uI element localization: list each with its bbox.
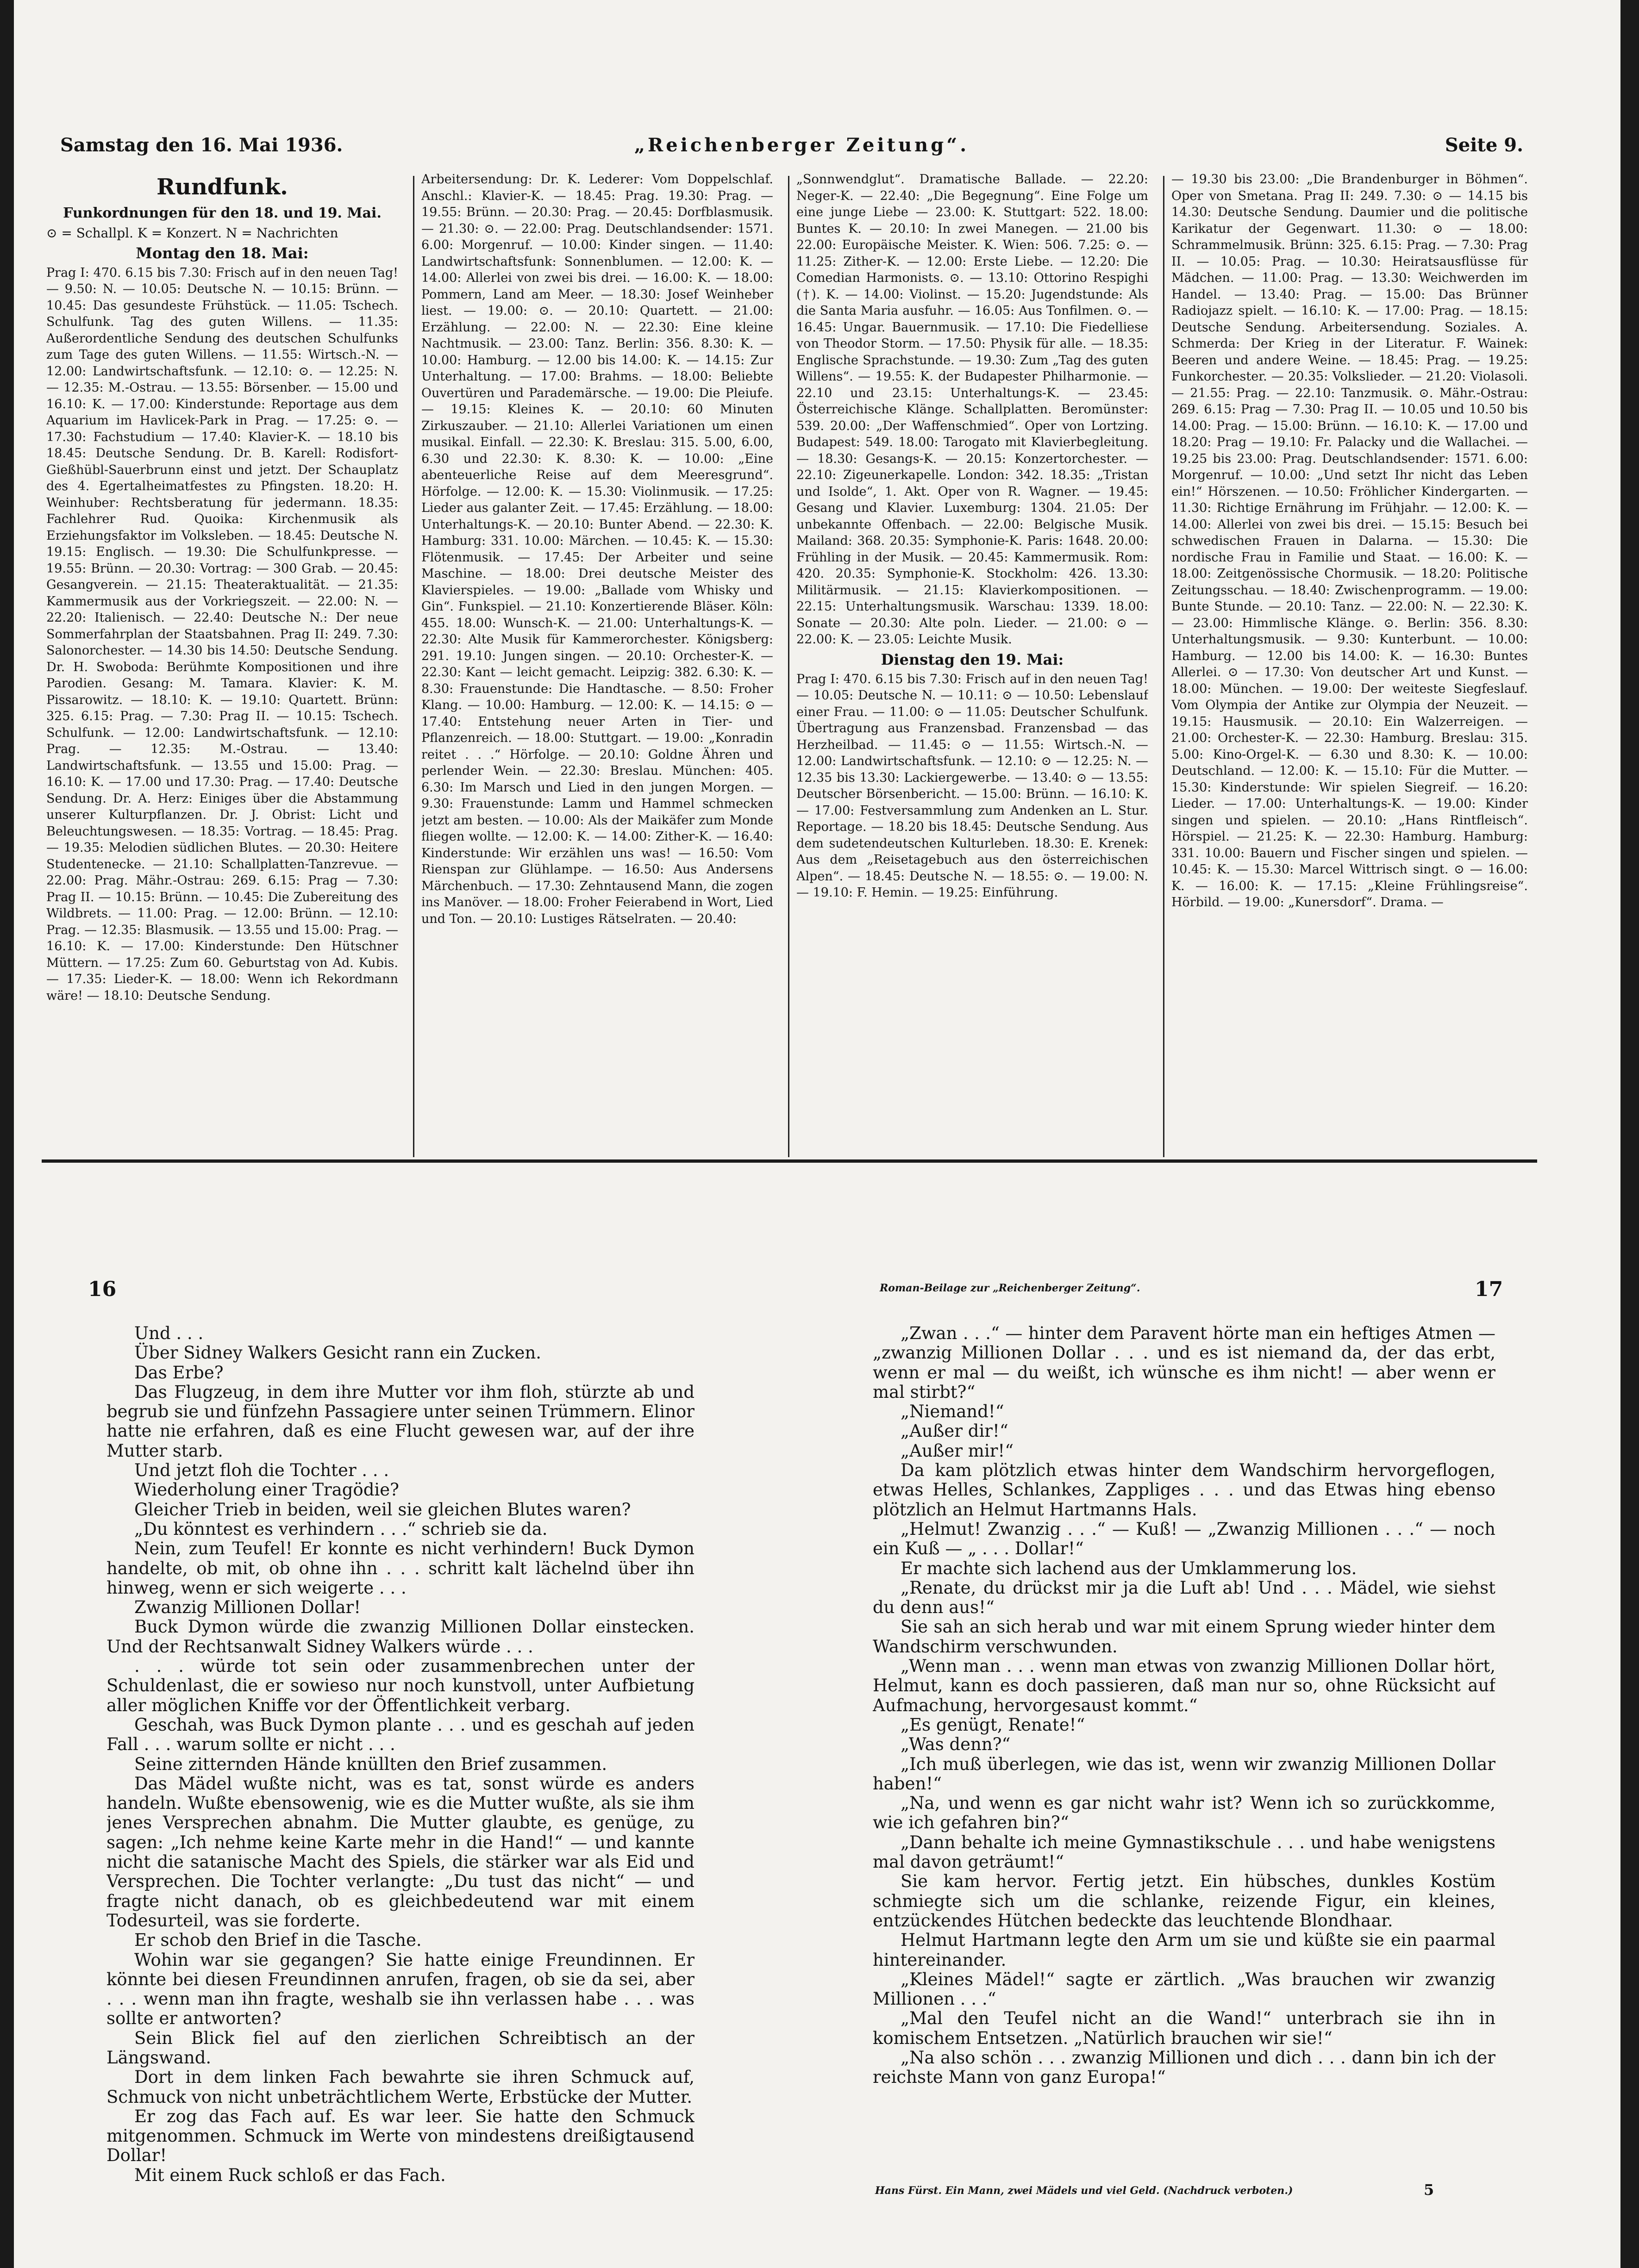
novel-paragraph: „Na, und wenn es gar nicht wahr ist? Wenn ich so zurückkomme, wie ich gefahren bin?“ (873, 1793, 1495, 1833)
novel-paragraph: Und . . . (134, 1324, 204, 1343)
novel-paragraph: Zwanzig Millionen Dollar! (134, 1597, 361, 1618)
running-head (60, 134, 1523, 167)
novel-paragraph: Da kam plötzlich etwas hinter dem Wandschirm hervorgeflogen, etwas Helles, Schlankes, Zappliges . . . und das Etwas hing ebenso plötzlich an Helmut Hartmanns Hals. (873, 1460, 1495, 1520)
novel-paragraph: Sein Blick fiel auf den zierlichen Schreibtisch an der Längswand. (106, 2028, 694, 2068)
novel-sheet-number: 5 (1424, 2181, 1434, 2199)
radio-day-heading: Dienstag den 19. Mai: (881, 650, 1064, 668)
section-divider (42, 1159, 1537, 1163)
novel-paragraph: Über Sidney Walkers Gesicht rann ein Zucken. (134, 1343, 542, 1363)
novel-paragraph: „Mal den Teufel nicht an die Wand!“ unterbrach sie ihn in komischem Entsetzen. „Natürlich brauchen wir sie!“ (873, 2008, 1495, 2048)
newspaper-page (14, 0, 1620, 2268)
novel-paragraph: „Du könntest es verhindern . . .“ schrieb sie da. (134, 1519, 548, 1539)
radio-listing: — 19.30 bis 23.00: „Die Brandenburger in Böhmen“. Oper von Smetana. Prag II: 249. 7.30: ⊙ — 14.15 bis 14.30: Deutsche Sendung. Daumier und die politische Karikatur der Gegenwart. 11.30: ⊙ — 18.00: Schrammelmusik. Brünn: 325. 6.15: Prag. — 7.30: Prag II. — 10.05: Prag. — 10.30: Heiratsausflüsse für Mädchen. — 11.00: Prag. — 13.30: Weichwerden im Handel. — 13.40: Prag. — 15.00: Das Brünner Radiojazz spielt. — 16.10: K. — 17.00: Prag. — 18.15: Deutsche Sendung. Arbeitersendung. Soziales. A. Schmerda: Der Krieg in der Literatur. F. Wainek: Beeren und andere Weine. — 18.45: Prag. — 19.25: Funkorchester. — 20.35: Volkslieder. — 21.20: Violasoli. — 21.55: Prag. — 22.10: Tanzmusik. ⊙. Mähr.-Ostrau: 269. 6.15: Prag — 7.30: Prag II. — 10.05 und 10.50 bis 14.00: Prag. — 15.00: Brünn. — 16.10: K. — 17.00 und 18.20: Prag — 19.10: Fr. Palacky und die Wallachei. — 19.25 bis 23.00: Prag. Deutschlandsender: 1571. 6.00: Morgenruf. — 10.00: „Und setzt Ihr nicht das Leben ein!“ Hörszenen. — 10.50: Fröhlicher Kindergarten. — 11.30: Richtige Ernährung im Frühjahr. — 12.00: K. — 14.00: Allerlei von zwei bis drei. — 15.15: Besuch bei schwedischen Frauen in Dalarna. — 15.30: Die nordische Frau in Familie und Staat. — 16.00: K. — 18.00: Zeitgenössische Chormusik. — 18.20: Politische Zeitungsschau. — 18.40: Zwischenprogramm. — 19.00: Bunte Stunde. — 20.10: Tanz. — 22.00: N. — 22.30: K. — 23.00: Himmlische Klänge. ⊙. Berlin: 356. 8.30: Unterhaltungsmusik. — 9.30: Kunterbunt. — 10.00: Hamburg. — 12.00 bis 14.00: K. — 16.30: Buntes Allerlei. ⊙ — 17.30: Von deutscher Art und Kunst. — 18.00: München. — 19.00: Der weiteste Siegfeslauf. Vom Olympia der Antike zur Olympia der Neuzeit. — 19.15: Hausmusik. — 20.10: Ein Walzerreigen. — 21.00: Orchester-K. — 22.30: Hamburg. Breslau: 315. 5.00: Kino-Orgel-K. — 6.30 und 8.30: K. — 10.00: Deutschland. — 12.00: K. — 15.10: Für die Mutter. — 15.30: Kinderstunde: Wir spielen Siegreif. — 16.20: Lieder. — 17.00: Unterhaltungs-K. — 19.00: Kinder singen und spielen. — 20.10: „Hans Rintfleisch“. Hörspiel. — 21.25: K. — 22.30: Hamburg. Hamburg: 331. 10.00: Bauern und Fischer singen und spielen. — 10.45: K. — 15.30: Marcel Wittrisch singt. ⊙ — 16.00: K. — 16.00: K. — 17.15: „Kleine Frühlingsreise“. Hörbild. — 19.00: „Kunersdorf“. Drama. — (1171, 172, 1528, 910)
novel-paragraph: „Dann behalte ich meine Gymnastikschule . . . und habe wenigstens mal davon geträumt!“ (873, 1832, 1495, 1872)
radio-listing: Prag I: 470. 6.15 bis 7.30: Frisch auf in den neuen Tag! — 9.50: N. — 10.05: Deutsche N. — 10.15: Brünn. — 10.45: Das gesundeste Frühstück. — 11.05: Tschech. Schulfunk. Tag des guten Willens. — 11.35: Außerordentliche Sendung des deutschen Schulfunks zum Tage des guten Willens. — 11.55: Wirtsch.-N. — 12.00: Landwirtschaftsfunk. — 12.10: ⊙. — 12.25: N. — 12.35: M.-Ostrau. — 13.55: Börsenber. — 15.00 und 16.10: K. — 17.00: Kinderstunde: Reportage aus dem Aquarium im Havlicek-Park in Prag. — 17.25: ⊙. — 17.30: Fachstudium — 17.40: Klavier-K. — 18.10 bis 18.45: Deutsche Sendung. Dr. B. Karell: Rodisfort-Gießhübl-Sauerbrunn einst und jetzt. Der Schauplatz des 4. Egertalheimatfestes zu Pfingsten. 18.20: H. Weinhuber: Rechtsberatung für jedermann. 18.35: Fachlehrer Rud. Quoika: Kirchenmusik als Erziehungsfaktor im Volksleben. — 18.45: Deutsche N. 19.15: Englisch. — 19.30: Die Schulfunkpresse. — 19.55: Brünn. — 20.30: Vortrag: — 300 Grab. — 20.45: Gesangverein. — 21.15: Theateraktualität. — 21.35: Kammermusik aus der Vorkriegszeit. — 22.00: N. — 22.20: Italienisch. — 22.40: Deutsche N.: Der neue Sommerfahrplan der Staatsbahnen. Prag II: 249. 7.30: Salonorchester. — 14.30 bis 14.50: Deutsche Sendung. Dr. H. Swoboda: Berühmte Kompositionen und ihre Parodien. Gesang: M. Tamara. Klavier: K. M. Pissarowitz. — 18.10: K. — 19.10: Quartett. Brünn: 325. 6.15: Prag. — 7.30: Prag II. — 10.15: Tschech. Schulfunk. — 12.00: Landwirtschaftsfunk. — 12.10: Prag. — 12.35: M.-Ostrau. — 13.40: Landwirtschaftsfunk. — 13.55 und 15.00: Prag. — 16.10: K. — 17.00 und 17.30: Prag. — 17.40: Deutsche Sendung. Dr. A. Herz: Einiges über die Abstammung unserer Kulturpflanzen. Dr. J. Obrist: Licht und Beleuchtungswesen. — 18.35: Vortrag. — 18.45: Prag. — 19.35: Melodien südlichen Blutes. — 20.30: Heitere Studentenecke. — 21.10: Schallplatten-Tanzrevue. — 22.00: Prag. Mähr.-Ostrau: 269. 6.15: Prag — 7.30: Prag II. — 10.15: Brünn. — 10.45: Die Zubereitung des Wildbrets. — 11.00: Prag. — 12.00: Brünn. — 12.10: Prag. — 12.35: Blasmusik. — 13.55 und 15.00: Prag. — 16.10: K. — 17.00: Kinderstunde: Den Hütschner Müttern. — 17.25: Zum 60. Geburtstag von Ad. Kubis. — 17.35: Lieder-K. — 18.00: Wenn ich Rekordmann wäre! — 18.10: Deutsche Sendung. (46, 265, 398, 1003)
novel-paragraph: Das Erbe? (134, 1362, 224, 1383)
column-rule (1163, 176, 1164, 1157)
novel-paragraph: Buck Dymon würde die zwanzig Millionen Dollar einstecken. Und der Rechtsanwalt Sidney Walkers würde . . . (106, 1617, 694, 1657)
novel-paragraph: Er zog das Fach auf. Es war leer. Sie hatte den Schmuck mitgenommen. Schmuck im Werte von mindestens dreißigtausend Dollar! (106, 2106, 694, 2166)
novel-paragraph: Dort in dem linken Fach bewahrte sie ihren Schmuck auf, Schmuck von nicht unbeträchtlichem Werte, Erbstücke der Mutter. (106, 2067, 694, 2107)
issue-date: Samstag den 16. Mai 1936. (60, 134, 343, 156)
novel-left-column (106, 1324, 694, 2194)
novel-paragraph: Das Mädel wußte nicht, was es tat, sonst würde es anders handeln. Wußte ebensowenig, wie es die Mutter wußte, als sie ihm jenes Versprechen abnahm. Die Mutter glaubte, es genüge, zu sagen: „Ich nehme keine Karte mehr in die Hand!“ — und kannte nicht die satanische Macht des Spiels, die stärker war als Eid und Versprechen. Die Tochter verlangte: „Du tust das nicht“ — und fragte nicht danach, ob es gleichbedeutend war mit einem Todesurteil, was sie forderte. (106, 1773, 694, 1931)
radio-subheading: Funkordnungen für den 18. und 19. Mai. (63, 205, 382, 221)
novel-paragraph: „Wenn man . . . wenn man etwas von zwanzig Millionen Dollar hört, Helmut, kann es doch passieren, daß man nur so, ohne Rücksicht auf Aufmachung, hervorgesaust kommt.“ (873, 1656, 1495, 1715)
radio-column-2 (421, 171, 773, 1153)
radio-listing: „Sonnwendglut“. Dramatische Ballade. — 22.20: Neger-K. — 22.40: „Die Begegnung“. Eine Folge um eine junge Liebe — 23.00: K. Stuttgart: 522. 18.00: Buntes K. — 20.10: In zwei Manegen. — 21.00 bis 22.00: Europäische Meister. K. Wien: 506. 7.25: ⊙. — 11.25: Zither-K. — 12.00: Erste Liebe. — 12.20: Die Comedian Harmonists. ⊙. — 13.10: Ottorino Respighi (†). K. — 14.00: Violinst. — 15.20: Jugendstunde: Als die Santa Maria ausfuhr. — 16.05: Aus Tonfilmen. ⊙. — 16.45: Ungar. Bauernmusik. — 17.10: Die Fiedelliese von Theodor Storm. — 17.50: Physik für alle. — 18.35: Englische Sprachstunde. — 19.30: Zum „Tag des guten Willens“. — 19.55: K. der Budapester Philharmonie. — 22.10 und 23.15: Unterhaltungs-K. — 23.45: Österreichische Klänge. Schallplatten. Beromünster: 539. 20.00: „Der Waffenschmied“. Oper von Lortzing. Budapest: 549. 18.00: Tarogato mit Klavierbegleitung. — 18.30: Gesangs-K. — 20.15: Konzertorchester. — 22.10: Zigeunerkapelle. London: 342. 18.35: „Tristan und Isolde“, 1. Akt. Oper von R. Wagner. — 19.45: Gesang und Klavier. Luxemburg: 1304. 21.05: Der unbekannte Offenbach. — 22.00: Belgische Musik. Mailand: 368. 20.35: Symphonie-K. Paris: 1648. 20.00: Frühling in der Musik. — 20.45: Kammermusik. Rom: 420. 20.35: Symphonie-K. Stockholm: 426. 13.30: Militärmusik. — 21.15: Klavierkompositionen. — 22.15: Unterhaltungsmusik. Warschau: 1339. 18.00: Sonate — 20.30: Alte poln. Lieder. — 21.00: ⊙ — 22.00: K. — 23.05: Leichte Musik. (796, 172, 1148, 647)
radio-legend: ⊙ = Schallpl. K = Konzert. N = Nachrichten (46, 225, 338, 241)
novel-paragraph: Wohin war sie gegangen? Sie hatte einige Freundinnen. Er könnte bei diesen Freundinnen anrufen, fragen, ob sie da sei, aber . . . wenn man ihn fragte, weshalb sie ihn verlassen habe . . . was sollte er antworten? (106, 1950, 694, 2029)
radio-column-1 (46, 171, 398, 1153)
novel-paragraph: „Niemand!“ (901, 1402, 1004, 1422)
novel-paragraph: Mit einem Ruck schloß er das Fach. (134, 2165, 446, 2185)
novel-footer: Hans Fürst. Ein Mann, zwei Mädels und viel Geld. (Nachdruck verboten.) (875, 2185, 1293, 2197)
column-rule (788, 176, 789, 1157)
novel-paragraph: Gleicher Trieb in beiden, weil sie gleichen Blutes waren? (134, 1499, 631, 1520)
radio-heading: Rundfunk. (156, 174, 288, 200)
novel-paragraph: „Kleines Mädel!“ sagte er zärtlich. „Was brauchen wir zwanzig Millionen . . .“ (873, 1969, 1495, 2009)
radio-listing: Prag I: 470. 6.15 bis 7.30: Frisch auf in den neuen Tag! — 10.05: Deutsche N. — 10.11: ⊙ — 10.50: Lebenslauf einer Frau. — 11.00: ⊙ — 11.05: Deutscher Schulfunk. Übertragung aus Franzensbad. Franzensbad — das Herzheilbad. — 11.45: ⊙ — 11.55: Wirtsch.-N. — 12.00: Landwirtschaftsfunk. — 12.10: ⊙ — 12.25: N. — 12.35 bis 13.30: Lackiergewerbe. — 13.40: ⊙ — 13.55: Deutscher Börsenbericht. — 15.00: Brünn. — 16.10: K. — 17.00: Festversammlung zum Andenken an L. Stur. Reportage. — 18.20 bis 18.45: Deutsche Sendung. Aus dem sudetendeutschen Kulturleben. 18.30: E. Krenek: Aus dem „Reisetagebuch aus den österreichischen Alpen“. — 18.45: Deutsche N. — 18.55: ⊙. — 19.00: N. — 19.10: F. Hemin. — 19.25: Einführung. (796, 672, 1148, 900)
novel-paragraph: „Außer mir!“ (901, 1440, 1014, 1461)
radio-column-4 (1171, 171, 1528, 1153)
novel-paragraph: „Helmut! Zwanzig . . .“ — Kuß! — „Zwanzig Millionen . . .“ — noch ein Kuß — „ . . . Dollar!“ (873, 1519, 1495, 1559)
novel-paragraph: Er schob den Brief in die Tasche. (134, 1930, 422, 1950)
novel-paragraph: Und jetzt floh die Tochter . . . (134, 1460, 389, 1481)
novel-right-page-number: 17 (1475, 1277, 1503, 1301)
novel-right-column (873, 1324, 1495, 2194)
radio-listing: Arbeitersendung: Dr. K. Lederer: Vom Doppelschlaf. Anschl.: Klavier-K. — 18.45: Prag. 19.30: Prag. — 19.55: Brünn. — 20.30: Prag. — 20.45: Dorfblasmusik. — 21.30: ⊙. — 22.00: Prag. Deutschlandsender: 1571. 6.00: Morgenruf. — 10.00: Kinder singen. — 11.40: Landwirtschaftsfunk: Sonnenblumen. — 12.00: K. — 14.00: Allerlei von zwei bis drei. — 16.00: K. — 18.00: Pommern, Land am Meer. — 18.30: Josef Weinheber liest. — 19.00: ⊙. — 20.10: Quartett. — 21.00: Erzählung. — 22.00: N. — 22.30: Eine kleine Nachtmusik. — 23.00: Tanz. Berlin: 356. 8.30: K. — 10.00: Hamburg. — 12.00 bis 14.00: K. — 14.15: Zur Unterhaltung. — 17.00: Brahms. — 18.00: Beliebte Ouvertüren und Parademärsche. — 19.00: Die Pleiufe. — 19.15: Kleines K. — 20.10: 60 Minuten Zirkuszauber. — 21.10: Allerlei Variationen um einen musikal. Einfall. — 22.30: K. Breslau: 315. 5.00, 6.00, 6.30 und 22.30: K. 8.30: K. — 10.00: „Eine abenteuerliche Reise auf dem Meeresgrund“. Hörfolge. — 12.00: K. — 15.30: Violinmusik. — 17.25: Lieder aus galanter Zeit. — 17.45: Erzählung. — 18.00: Unterhaltungs-K. — 20.10: Bunter Abend. — 22.30: K. Hamburg: 331. 10.00: Märchen. — 10.45: K. — 15.30: Flötenmusik. — 17.45: Der Arbeiter und seine Maschine. — 18.00: Drei deutsche Meister des Klavierspieles. — 19.00: „Ballade vom Whisky und Gin“. Funkspiel. — 21.10: Konzertierende Bläser. Köln: 455. 18.00: Wunsch-K. — 21.00: Unterhaltungs-K. — 22.30: Alte Musik für Kammerorchester. Königsberg: 291. 19.10: Jungen singen. — 20.10: Orchester-K. — 22.30: Kant — leicht gemacht. Leipzig: 382. 6.30: K. — 8.30: Frauenstunde: Die Handtasche. — 8.50: Froher Klang. — 10.00: Hamburg. — 12.00: K. — 14.15: ⊙ — 17.40: Entstehung neuer Arten in Tier- und Pflanzenreich. — 18.00: Stuttgart. — 19.00: „Konradin reitet . . .“ Hörfolge. — 20.10: Goldne Ähren und perlender Wein. — 22.30: Breslau. München: 405. 6.30: Im Marsch und Lied in den jungen Morgen. — 9.30: Frauenstunde: Lamm und Hammel schmecken jetzt am besten. — 10.00: Als der Maikäfer zum Monde fliegen wollte. — 12.00: K. — 14.00: Zither-K. — 16.40: Kinderstunde: Wir erzählen uns was! — 16.50: Vom Rienspan zur Glühlampe. — 16.50: Aus Andersens Märchenbuch. — 17.30: Zehntausend Mann, die zogen ins Manöver. — 18.00: Froher Feierabend in Wort, Lied und Ton. — 20.10: Lustiges Rätselraten. — 20.40: (421, 172, 773, 926)
radio-column-3 (796, 171, 1148, 1153)
novel-paragraph: „Na also schön . . . zwanzig Millionen und dich . . . dann bin ich der reichste Mann von ganz Europa!“ (873, 2047, 1495, 2087)
novel-paragraph: Er machte sich lachend aus der Umklammerung los. (901, 1558, 1357, 1578)
novel-paragraph: Nein, zum Teufel! Er konnte es nicht verhindern! Buck Dymon handelte, ob mit, ob ohne ihn . . . schritt kalt lächelnd über ihn hinweg, wenn er sich weigerte . . . (106, 1539, 694, 1598)
novel-paragraph: „Was denn?“ (901, 1734, 1011, 1755)
novel-paragraph: Sie sah an sich herab und war mit einem Sprung wieder hinter dem Wandschirm verschwunden. (873, 1617, 1495, 1657)
novel-paragraph: „Es genügt, Renate!“ (901, 1714, 1085, 1735)
novel-paragraph: Geschah, was Buck Dymon plante . . . und es geschah auf jeden Fall . . . warum sollte er nicht . . . (106, 1714, 694, 1755)
novel-left-page-number: 16 (88, 1277, 117, 1301)
novel-supplement-header: Roman-Beilage zur „Reichenberger Zeitung“. (880, 1282, 1140, 1294)
novel-paragraph: Helmut Hartmann legte den Arm um sie und küßte sie ein paarmal hintereinander. (873, 1930, 1495, 1970)
novel-paragraph: Seine zitternden Hände knüllten den Brief zusammen. (134, 1754, 607, 1774)
novel-paragraph: „Außer dir!“ (901, 1421, 1008, 1441)
novel-paragraph: „Zwan . . .“ — hinter dem Paravent hörte man ein heftiges Atmen — „zwanzig Millionen Dollar . . . und es ist niemand da, der das erbt, wenn er mal — du weißt, ich wünsche es ihm nicht! — aber wenn er mal stirbt?“ (873, 1324, 1495, 1402)
page-number: Seite 9. (1445, 134, 1523, 156)
novel-paragraph: Sie kam hervor. Fertig jetzt. Ein hübsches, dunkles Kostüm schmiegte sich um die schlanke, reizende Figur, ein kleines, entzückendes Hütchen bedeckte das leuchtende Blondhaar. (873, 1871, 1495, 1931)
novel-paragraph: „Renate, du drückst mir ja die Luft ab! Und . . . Mädel, wie siehst du denn aus!“ (873, 1577, 1495, 1618)
radio-section (46, 171, 1528, 1153)
novel-paragraph: „Ich muß überlegen, wie das ist, wenn wir zwanzig Millionen Dollar haben!“ (873, 1754, 1495, 1794)
newspaper-title: „Reichenberger Zeitung“. (634, 134, 970, 156)
novel-paragraph: . . . würde tot sein oder zusammenbrechen unter der Schuldenlast, die er sowieso nur noch kunstvoll, unter Aufbietung aller möglichen Kniffe vor der Öffentlichkeit verbarg. (106, 1656, 694, 1715)
radio-day-heading: Montag den 18. Mai: (136, 244, 309, 262)
novel-paragraph: Das Flugzeug, in dem ihre Mutter vor ihm floh, stürzte ab und begrub sie und fünfzehn Passagiere unter seinen Trümmern. Elinor hatte nie erfahren, daß es eine Flucht gewesen war, auf der ihre Mutter starb. (106, 1382, 694, 1461)
column-rule (413, 176, 414, 1157)
novel-paragraph: Wiederholung einer Tragödie? (134, 1480, 399, 1500)
